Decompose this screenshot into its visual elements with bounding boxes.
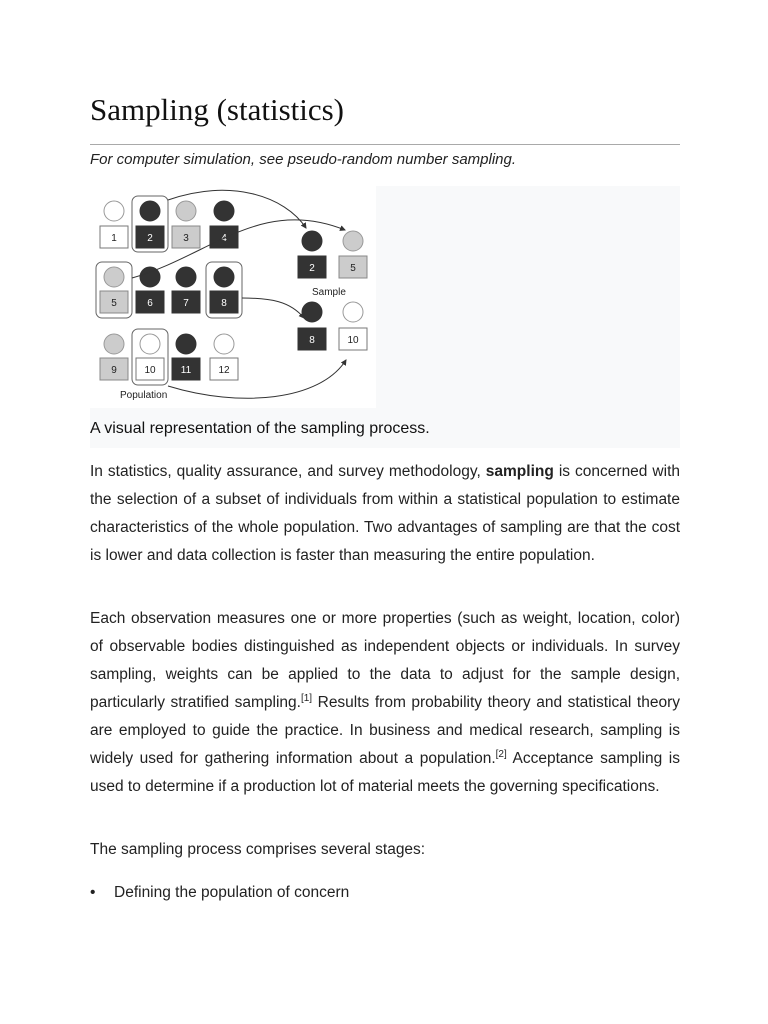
- population-label: Population: [120, 390, 168, 401]
- sample-item-2: 2: [309, 263, 315, 274]
- population-item-12: 12: [218, 365, 230, 376]
- figure-caption: A visual representation of the sampling process.: [90, 420, 430, 437]
- population-item-6: 6: [147, 298, 153, 309]
- sample-item-5: 5: [350, 263, 356, 274]
- population-item-2: 2: [147, 233, 153, 244]
- population-item-4: 4: [221, 233, 227, 244]
- citation-1[interactable]: [1]: [300, 692, 313, 704]
- list-item-text: Defining the population of concern: [114, 884, 350, 901]
- population-item-10: 10: [144, 365, 156, 376]
- population-item-5: 5: [111, 298, 117, 309]
- observations-text-3: Acceptance sampling is used to determine if a production lot of material meets the governing specifications.: [90, 750, 680, 795]
- population-item-8: 8: [221, 298, 227, 309]
- sample-item-8: 8: [309, 335, 315, 346]
- bullet-icon: •: [90, 884, 96, 901]
- paragraph-intro: [90, 458, 680, 570]
- sample-item-10: 10: [347, 335, 359, 346]
- list-item: [90, 884, 349, 902]
- observations-text-1: Each observation measures one or more properties (such as weight, location, color) of observable bodies distinguished as independent objects or individuals. In survey sampling, weights can be applied to the data to adjust for the sample design, particularly stratified sampling.: [90, 610, 680, 711]
- intro-text-post: is concerned with the selection of a subset of individuals from within a statistical population to estimate characteristics of the whole population. Two advantages of sampling are that the cost is lower and data collection is faster than measuring the entire population.: [90, 463, 680, 564]
- citation-2[interactable]: [2]: [495, 748, 507, 760]
- title-divider: [90, 144, 680, 145]
- intro-text-pre: In statistics, quality assurance, and survey methodology,: [90, 463, 486, 480]
- sample-label: Sample: [312, 287, 346, 298]
- paragraph-observations: [90, 605, 680, 801]
- hatnote[interactable]: For computer simulation, see pseudo-random number sampling.: [90, 151, 517, 168]
- population-item-1: 1: [111, 233, 117, 244]
- sampling-diagram[interactable]: [90, 186, 376, 408]
- paragraph-stages: The sampling process comprises several stages:: [90, 841, 426, 858]
- population-item-9: 9: [111, 365, 117, 376]
- page-title: Sampling (statistics): [90, 92, 345, 127]
- population-item-7: 7: [183, 298, 189, 309]
- population-item-11: 11: [180, 365, 192, 376]
- observations-text-2: Results from probability theory and statistical theory are employed to guide the practice. In business and medical research, sampling is widely used for gathering information about a population.: [90, 694, 680, 767]
- population-item-3: 3: [183, 233, 189, 244]
- figure: [90, 186, 680, 448]
- term-sampling: sampling: [485, 463, 554, 480]
